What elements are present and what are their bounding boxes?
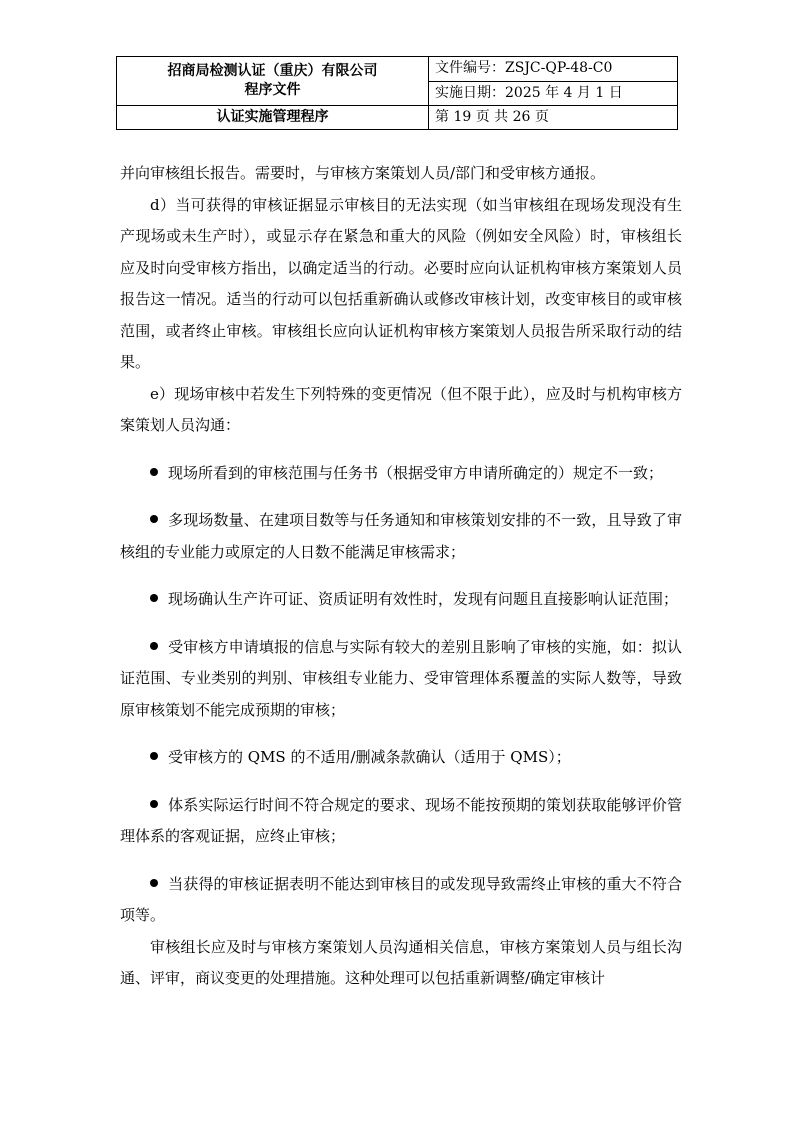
document-body xyxy=(120,158,682,995)
page-info: 第 19 页 共 26 页 xyxy=(429,105,678,129)
bullet-item xyxy=(120,869,682,932)
bullet-dot-icon xyxy=(150,515,158,523)
bullet-text: 现场确认生产许可证、资质证明有效性时，发现有问题且直接影响认证范围； xyxy=(168,590,679,608)
document-header-table xyxy=(116,56,678,130)
bullet-item xyxy=(120,790,682,853)
company-name: 招商局检测认证（重庆）有限公司 xyxy=(117,57,429,82)
bullet-dot-icon xyxy=(150,800,158,808)
paragraph-continuation: 并向审核组长报告。需要时，与审核方案策划人员/部门和受审核方通报。 xyxy=(120,164,606,182)
bullet-dot-icon xyxy=(150,468,158,476)
bullet-item xyxy=(120,584,682,616)
paragraph-item-e: e）现场审核中若发生下列特殊的变更情况（但不限于此），应及时与机构审核方案策划人员沟通： xyxy=(120,384,682,434)
bullet-dot-icon xyxy=(150,594,158,602)
paragraph-closing: 审核组长应及时与审核方案策划人员沟通相关信息，审核方案策划人员与组长沟通、评审，商议变更的处理措施。这种处理可以包括重新调整/确定审核计 xyxy=(120,937,682,987)
bullet-text: 受审核方的 QMS 的不适用/删减条款确认（适用于 QMS）； xyxy=(168,748,571,766)
document-title: 认证实施管理程序 xyxy=(117,105,429,129)
bullet-text: 当获得的审核证据表明不能达到审核目的或发现导致需终止审核的重大不符合项等。 xyxy=(120,874,682,924)
bullet-item xyxy=(120,632,682,727)
bullet-text: 现场所看到的审核范围与任务书（根据受审方申请所确定的）规定不一致； xyxy=(168,463,664,482)
bullet-dot-icon xyxy=(150,642,158,650)
bullet-item xyxy=(120,742,682,774)
bullet-dot-icon xyxy=(150,752,158,760)
bullet-text: 体系实际运行时间不符合规定的要求、现场不能按预期的策划获取能够评价管理体系的客观证据，应终止审核； xyxy=(120,795,682,845)
bullet-item xyxy=(120,458,682,490)
bullet-item xyxy=(120,505,682,568)
bullet-text: 多现场数量、在建项目数等与任务通知和审核策划安排的不一致，且导致了审核组的专业能力或原定的人日数不能满足审核需求； xyxy=(120,511,682,561)
document-type: 程序文件 xyxy=(117,81,429,105)
bullet-text: 受审核方申请填报的信息与实际有较大的差别且影响了审核的实施，如：拟认证范围、专业类别的判别、审核组专业能力、受审管理体系覆盖的实际人数等，导致原审核策划不能完成预期的审核； xyxy=(120,637,682,719)
paragraph-item-d: d）当可获得的审核证据显示审核目的无法实现（如当审核组在现场发现没有生产现场或未生产时），或显示存在紧急和重大的风险（例如安全风险）时，审核组长应及时向受审核方指出，以确定适当的行动。必要时应向认证机构审核方案策划人员报告这一情况。适当的行动可以包括重新确认或修改审核计划，改变审核目的或审核范围，或者终止审核。审核组长应向认证机构审核方案策划人员报告所采取行动的结果。 xyxy=(120,195,682,371)
bullet-dot-icon xyxy=(150,879,158,887)
effective-date: 实施日期：2025 年 4 月 1 日 xyxy=(429,81,678,105)
document-number: 文件编号：ZSJC-QP-48-C0 xyxy=(429,57,678,82)
